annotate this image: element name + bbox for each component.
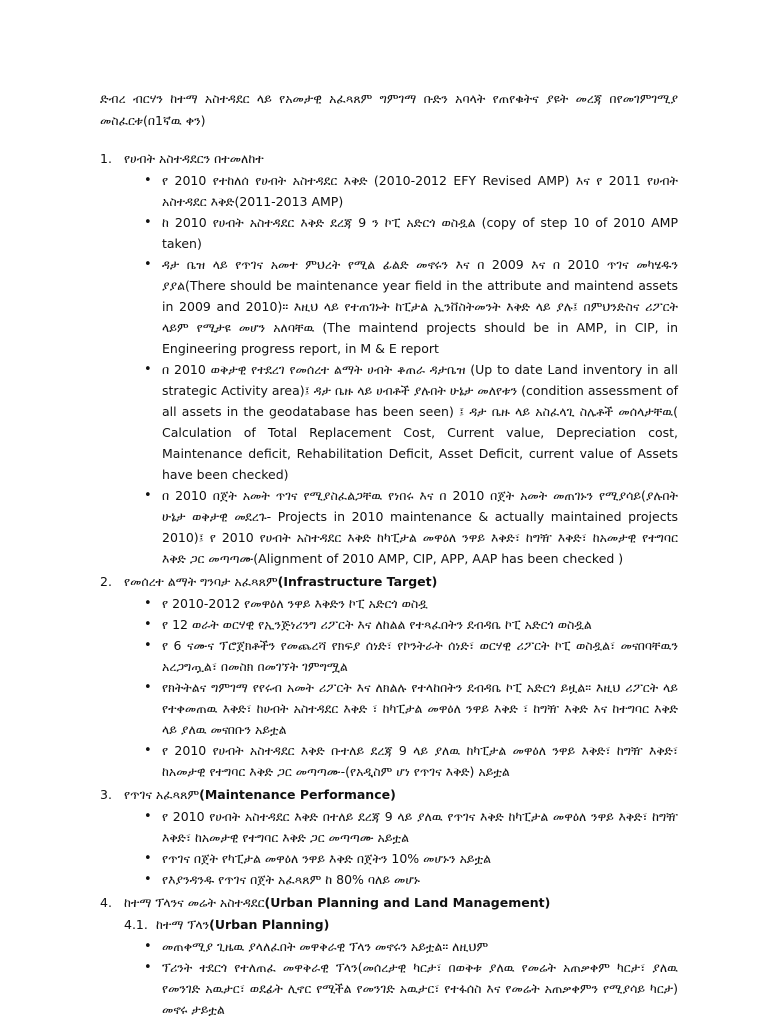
section-heading-english: (Infrastructure Target) — [277, 574, 438, 589]
section-infrastructure-target — [100, 571, 678, 782]
section-number: 3. — [100, 787, 112, 802]
subsection-number: 4.1. — [124, 917, 148, 932]
subsection-heading — [100, 914, 678, 936]
section-heading-text: ከተማ ፕላንና መሬት አስተዳደር — [124, 895, 265, 910]
list-item: • በ 2010 በጀት አመት ጥገና የሚያስፈልጋቸዉ የነበሩ እና በ 2010 በጀት አመት መጠገኑን የሚያሳይ(ያሉበት ሁኔታ ወቅታዊ መደረጉ- Projects in 2010 maintenance & actually maintained projects 2010)፤ የ 2010 የሀብት አስተዳደር እቅድ ከካፒታል መዋዕለ ንዋይ እቅድ፣ ከግዥ እቅድ፣ ከአመታዊ የተግባር እቅድ ጋር መጣጣሙ(Alignment of 2010 AMP, CIP, APP, AAP has been checked ) — [144, 485, 678, 569]
section-maintenance-performance — [100, 784, 678, 890]
list-item: • የክትትልና ግምገማ የየሩብ አመት ሪፖርት እና ለክልሉ የተላከበትን ደብዳቤ ኮፒ አድርጎ ይዟል። እዚህ ሪፖርት ላይ የተቀመጠዉ እቅድ፣ ከሀብት አስተዳደር እቅድ ፣ ከካፒታል መዋዕለ ንዋይ እቅድ ፣ ከግዥ እቅድ እና ከተግባር እቅድ ላይ ያለዉ መናበቡን አይቷል — [144, 677, 678, 740]
subsection-heading-text: ከተማ ፕላን — [156, 917, 210, 932]
list-item: • የ 2010-2012 የመዋዕለ ንዋይ እቅድን ኮፒ አድርጎ ወስዷ — [144, 593, 678, 614]
list-item: • መጠቀሚያ ጊዜዉ ያላለፈበት መዋቅራዊ ፕላን መኖሩን አይቷል። ለዚህም — [144, 936, 678, 957]
bullet-list — [100, 593, 678, 782]
section-number: 1. — [100, 151, 112, 166]
list-item: • የ 6 ናሙና ፕሮጀክቶችን የመጨረሻ የክፍያ ሰነድ፣ የኮንትራት ሰነድ፣ ወርሃዊ ሪፖርት ኮፒ ወስዷል፣ መናበባቸዉን አረጋግጧል፣ በመስክ በመገኘት ገምግሟል — [144, 635, 678, 677]
section-number: 4. — [100, 895, 112, 910]
section-asset-management — [100, 148, 678, 569]
subsection-heading-english: (Urban Planning) — [209, 917, 330, 932]
list-item: • የጥገና በጀት የካፒታል መዋዕለ ንዋይ እቅድ በጀትን 10% መሆኑን አይቷል — [144, 848, 678, 869]
list-item: • የ 2010 የሀብት አስተዳደር እቅድ ቡተለይ ደረጃ 9 ላይ ያለዉ ከካፒታል መዋዕለ ንዋይ እቅድ፣ ከግዥ እቅድ፣ ከአመታዊ የተግባር እቅድ ጋር መጣጣሙ-(የአዲስም ሆነ የጥገና እቅድ) አይቷል — [144, 740, 678, 782]
section-number: 2. — [100, 574, 112, 589]
list-item: • የ 2010 የሀብት አስተዳደር እቅድ በተለይ ደረጃ 9 ላይ ያለዉ የጥገና እቅድ ከካፒታል መዋዕለ ንዋይ እቅድ፣ ከግዥ እቅድ፣ ከአመታዊ የተግባር እቅድ ጋር መጣጣሙ አይቷል — [144, 806, 678, 848]
list-item: • የ 12 ወራት ወርሃዊ የኢንጅነሪንግ ሪፖርት እና ለከልል የተጻፈበትን ደብዳቤ ኮፒ አድርጎ ወስዷል — [144, 614, 678, 635]
list-item: • በ 2010 ወቅታዊ የተደረገ የመሰረተ ልማት ሀብት ቆጠራ ዳታቤዝ (Up to date Land inventory in all strategic Activity area)፤ ዳታ ቤዙ ላይ ሀብቶች ያሉበት ሁኔታ መለየቱን (condition assessment of all assets in the geodatabase has been seen) ፤ ዳታ ቤዙ ላይ አስፈላጊ ስሌቶች መሰላታቸዉ( Calculation of Total Replacement Cost, Current value, Depreciation cost, Maintenance deficit, Rehabilitation Deficit, Asset Deficit, current value of Assets have been checked) — [144, 359, 678, 485]
list-item: • ፕሪንት ተደርጎ የተለጠፈ መዋቅራዊ ፕላን(መሰረታዊ ካርታ፣ በወቅቱ ያለዉ የመሬት አጠቃቀም ካርታ፣ ያለዉ የመንገድ አዉታር፣ ወደፊት ሊኖር የሚችል የመንገድ አዉታር፣ የተፋሰስ እና የመሬት አጠቃቀምን የሚያሳይ ካርታ) መኖሩ ታይቷል — [144, 957, 678, 1020]
section-heading-text: የመሰረተ ልማት ግንባታ አፈጻጸም — [124, 574, 278, 589]
section-heading-text: የሀብት አስተዳደርን በተመለከተ — [124, 151, 264, 166]
section-urban-planning-land — [100, 892, 678, 1020]
bullet-list — [100, 806, 678, 890]
section-heading-text: የጥገና አፈጻጸም — [124, 787, 200, 802]
list-item: • የእያንዳንዱ የጥገና በጀት አፈጻጸም ከ 80% ባለይ መሆኑ — [144, 869, 678, 890]
bullet-list — [100, 170, 678, 569]
list-item: • የ 2010 የተከለሰ የሀብት አስተዳደር እቅድ (2010-2012 EFY Revised AMP) እና የ 2011 የሀብት አስተዳደር እቅድ(2011-2013 AMP) — [144, 170, 678, 212]
list-item: • ዳታ ቤዝ ላይ የጥገና አመተ ምህረት የሚል ፊልድ መኖሩን እና በ 2009 እና በ 2010 ጥገና መካሄዱን ያያል(There should be maintenance year field in the attribute and maintend assets in 2009 and 2010)። እዚህ ላይ የተጠገኑት ከፒታል ኢንቨስትመንት እቅድ ላይ ያሉ፤ በምህንድስና ሪፖርት ላይም የሚታዩ መሆን አለባቸዉ (The maintend projects should be in AMP, in CIP, in Engineering progress report, in M & E report — [144, 254, 678, 359]
bullet-list — [100, 936, 678, 1020]
section-heading-english: (Maintenance Performance) — [199, 787, 396, 802]
section-heading — [100, 148, 678, 170]
section-heading — [100, 892, 678, 914]
section-heading-english: (Urban Planning and Land Management) — [264, 895, 551, 910]
list-item: • ከ 2010 የሀብት አስተዳደር እቅድ ደረጃ 9 ን ኮፒ አድርጎ ወስዷል (copy of step 10 of 2010 AMP taken) — [144, 212, 678, 254]
section-heading — [100, 571, 678, 593]
document-title: ድብረ ብርሃን ከተማ አስተዳደር ላይ የአመታዊ አፈጻጸም ግምገማ ቡድን አባላት የጠየቁትና ያዩት መረጃ በየመገምገሚያ መስፈርቱ(በ1ኛዉ ቀን) — [100, 91, 678, 128]
section-heading — [100, 784, 678, 806]
